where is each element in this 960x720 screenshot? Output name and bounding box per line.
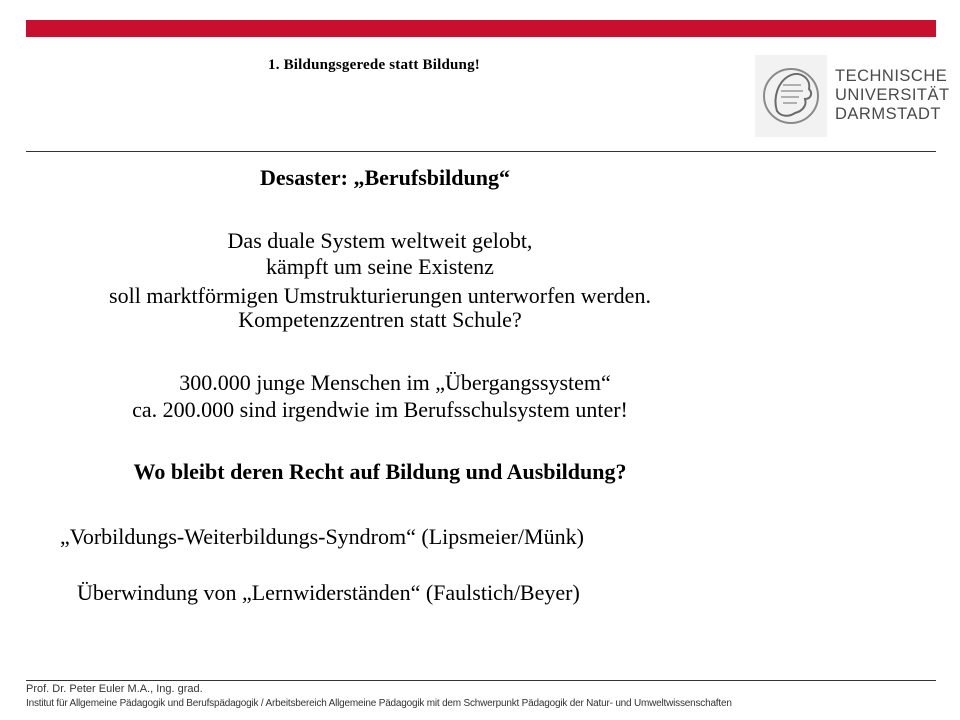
university-logo — [755, 55, 950, 137]
paragraph-1-line-2: kämpft um seine Existenz — [266, 254, 494, 279]
paragraph-2-line-1: 300.000 junge Menschen im „Übergangssystem“ — [179, 370, 611, 395]
logo-line-1: TECHNISCHE — [835, 67, 948, 85]
section-title: 1. Bildungsgerede statt Bildung! — [268, 57, 480, 73]
paragraph-1-line-1: Das duale System weltweit gelobt, — [227, 228, 533, 253]
key-question: Wo bleibt deren Recht auf Bildung und Ausbildung? — [133, 459, 627, 484]
slide-heading: Desaster: „Berufsbildung“ — [260, 165, 510, 190]
paragraph-2-line-2: ca. 200.000 sind irgendwie im Berufsschulsystem unter! — [132, 397, 628, 422]
paragraph-1-line-4: Kompetenzzentren statt Schule? — [238, 307, 522, 332]
footer-author: Prof. Dr. Peter Euler M.A., Ing. grad. — [26, 683, 203, 695]
header-divider — [26, 151, 936, 152]
logo-line-2: UNIVERSITÄT — [835, 86, 950, 104]
header-accent-bar — [26, 20, 936, 37]
footer-divider — [26, 680, 936, 681]
athena-head-icon — [755, 55, 827, 137]
paragraph-1-line-3: soll marktförmigen Umstrukturierungen unterworfen werden. — [109, 283, 651, 308]
quote-2: Überwindung von „Lernwiderständen“ (Faulstich/Beyer) — [77, 580, 580, 605]
quote-1: „Vorbildungs-Weiterbildungs-Syndrom“ (Lipsmeier/Münk) — [60, 524, 584, 549]
logo-line-3: DARMSTADT — [835, 105, 941, 123]
logo-wordmark — [835, 67, 950, 124]
footer-institute: Institut für Allgemeine Pädagogik und Berufspädagogik / Arbeitsbereich Allgemeine Pädagogik mit dem Schwerpunkt Pädagogik der Natur- und Umweltwissenschaften — [26, 698, 732, 709]
